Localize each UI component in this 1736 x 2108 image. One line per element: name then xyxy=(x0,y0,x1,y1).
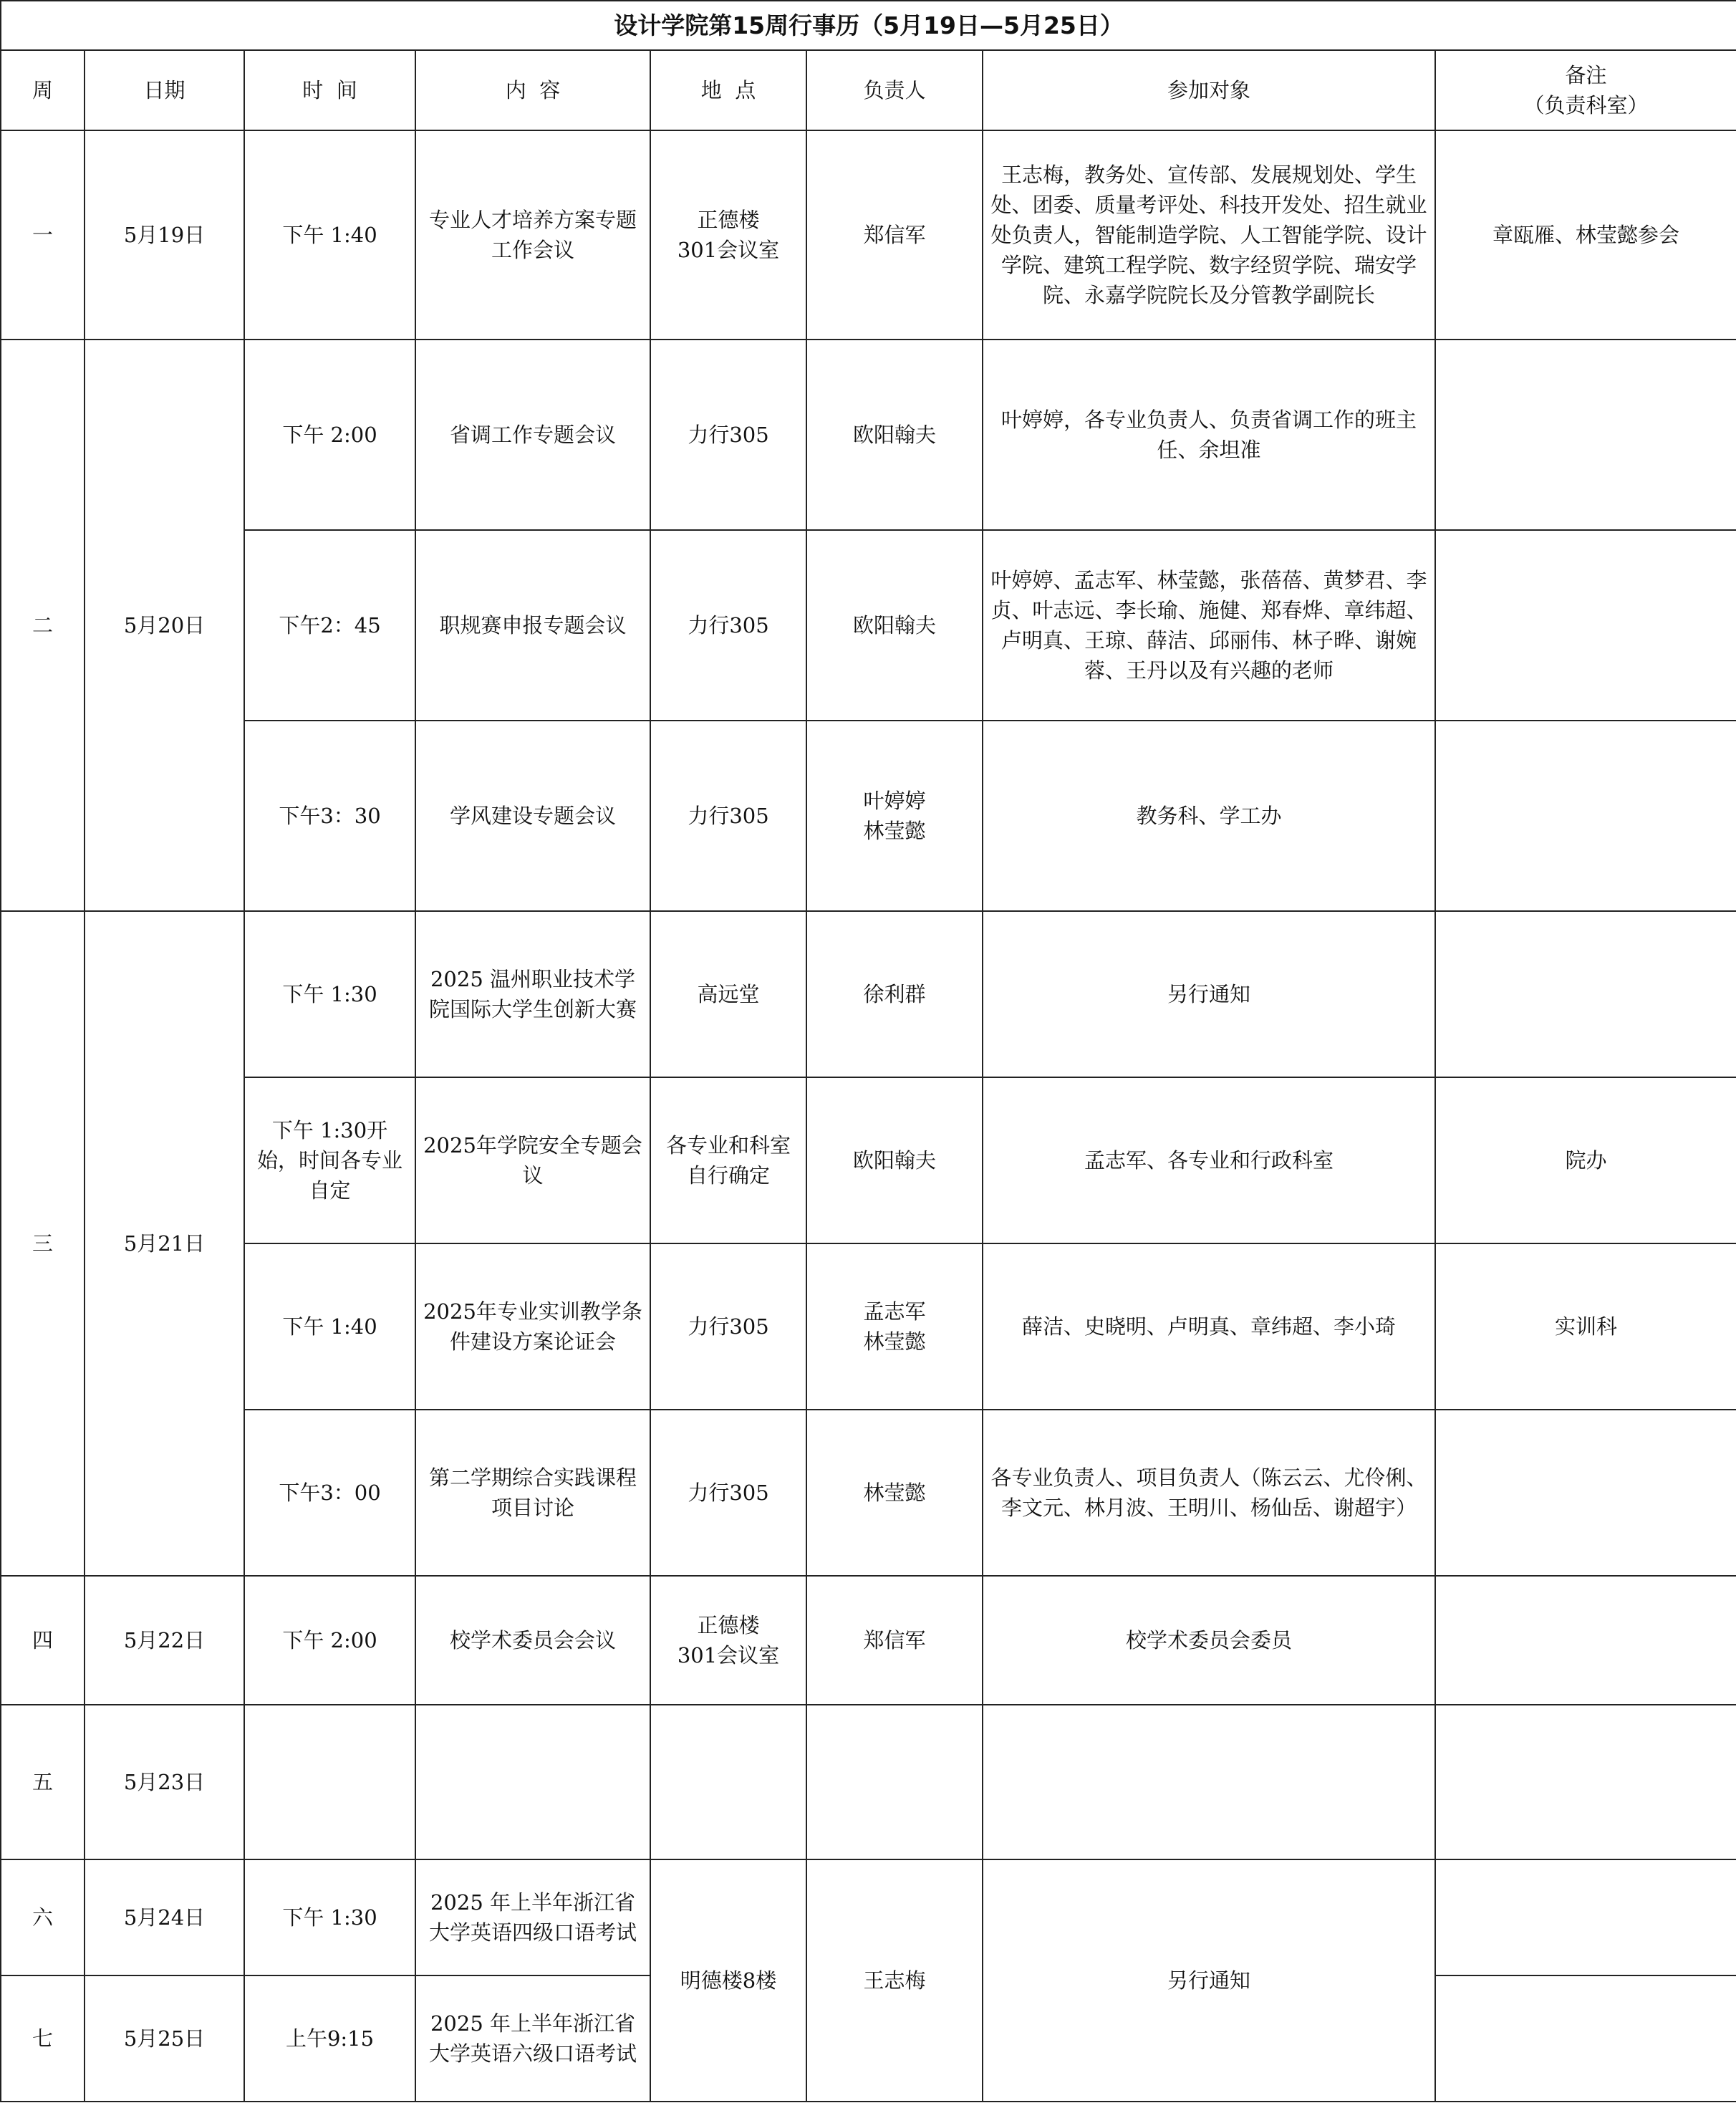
page-title: 设计学院第15周行事历（5月19日—5月25日） xyxy=(1,1,1736,50)
time-cell: 下午 1:30开始，时间各专业自定 xyxy=(244,1077,415,1243)
empty-cell xyxy=(415,1705,650,1859)
schedule-row xyxy=(1,340,1736,530)
responsible-cell-line: 郑信军 xyxy=(863,1628,926,1652)
date-cell: 5月25日 xyxy=(85,1975,244,2102)
remarks-cell xyxy=(1435,911,1736,1077)
time-cell: 下午 1:30 xyxy=(244,911,415,1077)
responsible-cell-line: 孟志军 xyxy=(863,1299,926,1324)
location-cell-line: 正德楼 xyxy=(697,1613,760,1637)
header-remarks-subtitle: （负责科室） xyxy=(1523,93,1649,117)
remarks-cell: 实训科 xyxy=(1435,1243,1736,1410)
week-cell: 二 xyxy=(1,340,85,911)
content-cell: 2025 年上半年浙江省大学英语六级口语考试 xyxy=(415,1975,650,2102)
location-cell-line: 301会议室 xyxy=(677,238,780,262)
week-cell: 六 xyxy=(1,1859,85,1975)
responsible-cell xyxy=(806,1077,983,1243)
participants-cell: 各专业负责人、项目负责人（陈云云、尤伶俐、李文元、林月波、王明川、杨仙岳、谢超宇） xyxy=(983,1410,1435,1576)
remarks-cell xyxy=(1435,530,1736,721)
location-cell xyxy=(650,1576,806,1705)
participants-cell: 教务科、学工办 xyxy=(983,721,1435,911)
time-cell: 下午3：30 xyxy=(244,721,415,911)
header-week: 周 xyxy=(1,50,85,130)
location-cell-line: 高远堂 xyxy=(697,982,760,1006)
date-cell: 5月23日 xyxy=(85,1705,244,1859)
location-cell-line: 301会议室 xyxy=(677,1643,780,1667)
schedule-row xyxy=(1,1859,1736,1975)
header-remarks-title: 备注 xyxy=(1565,63,1607,87)
remarks-cell xyxy=(1435,1576,1736,1705)
remarks-cell: 院办 xyxy=(1435,1077,1736,1243)
time-cell: 下午 1:40 xyxy=(244,130,415,340)
remarks-cell xyxy=(1435,721,1736,911)
content-cell: 省调工作专题会议 xyxy=(415,340,650,530)
time-cell: 下午 2:00 xyxy=(244,1576,415,1705)
location-cell xyxy=(650,1410,806,1576)
empty-cell xyxy=(244,1705,415,1859)
location-cell xyxy=(650,1243,806,1410)
time-cell: 下午3：00 xyxy=(244,1410,415,1576)
header-date: 日期 xyxy=(85,50,244,130)
schedule-row xyxy=(1,721,1736,911)
week-cell: 四 xyxy=(1,1576,85,1705)
location-cell-line: 力行305 xyxy=(688,613,769,637)
responsible-cell: 王志梅 xyxy=(806,1859,983,2102)
header-remarks xyxy=(1435,50,1736,130)
remarks-cell xyxy=(1435,1859,1736,1975)
location-cell-line: 各专业和科室自行确定 xyxy=(665,1133,791,1188)
date-cell: 5月22日 xyxy=(85,1576,244,1705)
location-cell xyxy=(650,530,806,721)
empty-cell xyxy=(806,1705,983,1859)
location-cell-line: 正德楼 xyxy=(697,208,760,232)
responsible-cell-line: 林莹懿 xyxy=(863,819,926,843)
date-cell: 5月24日 xyxy=(85,1859,244,1975)
content-cell: 2025 温州职业技术学院国际大学生创新大赛 xyxy=(415,911,650,1077)
responsible-cell xyxy=(806,1410,983,1576)
responsible-cell-line: 欧阳翰夫 xyxy=(852,1148,936,1173)
location-cell-line: 力行305 xyxy=(688,804,769,828)
remarks-cell xyxy=(1435,1410,1736,1576)
remarks-cell: 章瓯雁、林莹懿参会 xyxy=(1435,130,1736,340)
content-cell: 2025 年上半年浙江省大学英语四级口语考试 xyxy=(415,1859,650,1975)
responsible-cell xyxy=(806,130,983,340)
responsible-cell-line: 林莹懿 xyxy=(863,1481,926,1505)
content-cell: 专业人才培养方案专题工作会议 xyxy=(415,130,650,340)
location-cell: 明德楼8楼 xyxy=(650,1859,806,2102)
location-cell-line: 力行305 xyxy=(688,423,769,447)
remarks-cell xyxy=(1435,1975,1736,2102)
schedule-row xyxy=(1,1705,1736,1859)
date-cell: 5月19日 xyxy=(85,130,244,340)
responsible-cell-line: 欧阳翰夫 xyxy=(852,423,936,447)
location-cell xyxy=(650,1077,806,1243)
date-cell: 5月20日 xyxy=(85,340,244,911)
date-cell: 5月21日 xyxy=(85,911,244,1576)
schedule-row xyxy=(1,1077,1736,1243)
content-cell: 第二学期综合实践课程项目讨论 xyxy=(415,1410,650,1576)
schedule-row xyxy=(1,911,1736,1077)
content-cell: 学风建设专题会议 xyxy=(415,721,650,911)
header-content: 内 容 xyxy=(415,50,650,130)
participants-cell: 叶婷婷、孟志军、林莹懿，张蓓蓓、黄梦君、李贞、叶志远、李长瑜、施健、郑春烨、章纬超、卢明真、王琼、薛洁、邱丽伟、林子晔、谢婉蓉、王丹以及有兴趣的老师 xyxy=(983,530,1435,721)
schedule-row xyxy=(1,530,1736,721)
location-cell xyxy=(650,340,806,530)
schedule-body xyxy=(1,130,1736,2102)
header-row xyxy=(1,50,1736,130)
location-cell xyxy=(650,721,806,911)
responsible-cell xyxy=(806,1576,983,1705)
participants-cell: 校学术委员会委员 xyxy=(983,1576,1435,1705)
content-cell: 校学术委员会会议 xyxy=(415,1576,650,1705)
time-cell: 上午9:15 xyxy=(244,1975,415,2102)
content-cell: 职规赛申报专题会议 xyxy=(415,530,650,721)
location-cell xyxy=(650,130,806,340)
location-cell xyxy=(650,911,806,1077)
week-cell: 一 xyxy=(1,130,85,340)
participants-cell: 叶婷婷，各专业负责人、负责省调工作的班主任、余坦准 xyxy=(983,340,1435,530)
participants-cell: 薛洁、史晓明、卢明真、章纬超、李小琦 xyxy=(983,1243,1435,1410)
participants-cell: 孟志军、各专业和行政科室 xyxy=(983,1077,1435,1243)
empty-cell xyxy=(650,1705,806,1859)
content-cell: 2025年学院安全专题会议 xyxy=(415,1077,650,1243)
schedule-row xyxy=(1,1576,1736,1705)
participants-cell: 另行通知 xyxy=(983,911,1435,1077)
time-cell: 下午2：45 xyxy=(244,530,415,721)
time-cell: 下午 1:30 xyxy=(244,1859,415,1975)
participants-cell: 另行通知 xyxy=(983,1859,1435,2102)
week-cell: 七 xyxy=(1,1975,85,2102)
responsible-cell xyxy=(806,911,983,1077)
location-cell-line: 力行305 xyxy=(688,1314,769,1339)
responsible-cell-line: 欧阳翰夫 xyxy=(852,613,936,637)
header-responsible: 负责人 xyxy=(806,50,983,130)
week-cell: 五 xyxy=(1,1705,85,1859)
responsible-cell-line: 林莹懿 xyxy=(863,1329,926,1354)
responsible-cell-line: 郑信军 xyxy=(863,223,926,247)
responsible-cell xyxy=(806,530,983,721)
schedule-row xyxy=(1,1410,1736,1576)
content-cell: 2025年专业实训教学条件建设方案论证会 xyxy=(415,1243,650,1410)
week-cell: 三 xyxy=(1,911,85,1576)
empty-cell xyxy=(1435,1705,1736,1859)
responsible-cell xyxy=(806,340,983,530)
schedule-row xyxy=(1,130,1736,340)
responsible-cell-line: 徐利群 xyxy=(863,982,926,1006)
time-cell: 下午 1:40 xyxy=(244,1243,415,1410)
header-time: 时 间 xyxy=(244,50,415,130)
empty-cell xyxy=(983,1705,1435,1859)
header-location: 地 点 xyxy=(650,50,806,130)
schedule-row xyxy=(1,1243,1736,1410)
participants-cell: 王志梅，教务处、宣传部、发展规划处、学生处、团委、质量考评处、科技开发处、招生就业处负责人，智能制造学院、人工智能学院、设计学院、建筑工程学院、数字经贸学院、瑞安学院、永嘉学院院长及分管教学副院长 xyxy=(983,130,1435,340)
responsible-cell xyxy=(806,721,983,911)
remarks-cell xyxy=(1435,340,1736,530)
responsible-cell xyxy=(806,1243,983,1410)
header-participants: 参加对象 xyxy=(983,50,1435,130)
time-cell: 下午 2:00 xyxy=(244,340,415,530)
responsible-cell-line: 叶婷婷 xyxy=(863,789,926,813)
location-cell-line: 力行305 xyxy=(688,1481,769,1505)
